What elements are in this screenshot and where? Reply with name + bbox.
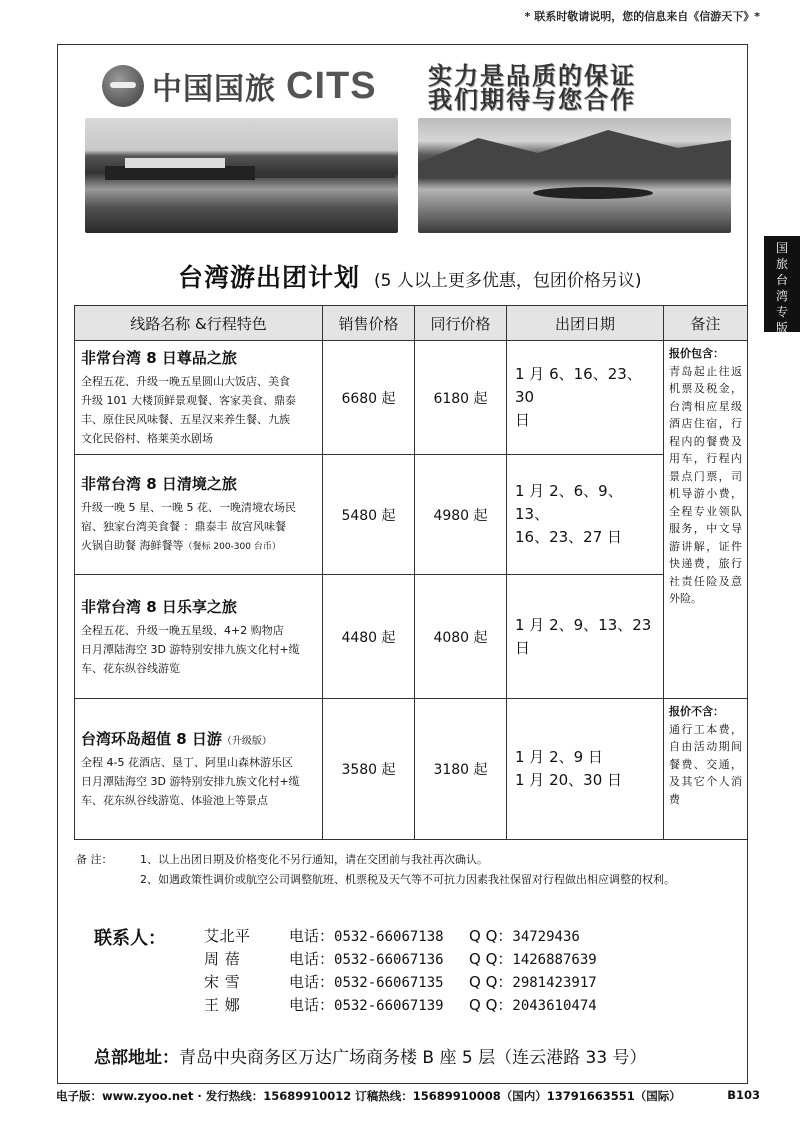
remark-included-title: 报价包含： [669,347,724,360]
departure-dates [507,575,664,699]
route-desc-line: 车、花东纵谷线游览、体验池上等景点 [81,794,268,807]
logo-name-en: CITS [286,64,377,107]
sale-price: 6680 起 [323,341,415,455]
route-desc-line: 宿、独家台湾美食餐 ：鼎泰丰 故宫风味餐 [81,519,286,533]
table-header-row [75,306,748,341]
side-tab-char: 版 [775,321,788,335]
qq-label: Q Q： [469,972,513,991]
route-desc-line [81,536,316,557]
route-name: 非常台湾 8 日尊品之旅 [81,349,237,367]
contact-qq [469,925,580,946]
remark-included [664,341,748,699]
qq-label: Q Q： [469,926,513,945]
date-line: 日 [515,638,531,657]
sale-price: 3580 起 [323,699,415,840]
route-desc-line: 日月潭陆海空 3D 游特别安排九族文化村+缆 [81,642,300,656]
date-line: 日 [515,411,531,429]
cits-logo [102,64,377,108]
route-desc-line: 全程五花、升级一晚五星级、4+2 购物店 [81,623,284,637]
remark-excluded-text: 通行工本费，自由活动期间餐费、交通，及其它个人消费 [669,722,742,806]
date-line: 16、23、27 日 [515,528,623,546]
phone-number: 0532-66067135 [334,974,444,991]
phone-label: 电话： [289,995,335,1014]
tour-plan-table [74,305,748,840]
side-tab-char: 国 [775,241,788,255]
side-tab-char: 台 [775,273,788,287]
plan-heading [178,258,642,294]
notes [76,850,675,890]
qq-label: Q Q： [469,995,513,1014]
contact-qq [469,971,597,992]
contact-name: 王 娜 [204,995,241,1014]
contact-phone [289,925,469,946]
departure-dates [507,699,664,840]
remark-excluded-title: 报价不含： [669,705,724,718]
contacts-label: 联系人： [94,928,166,949]
table-row [75,455,748,575]
contact-row [204,993,724,1015]
table-row [75,341,748,455]
contact-row [204,947,724,969]
hq-address [94,1043,647,1068]
qq-number: 2981423917 [512,974,597,991]
upgrade-tag: （升级版） [221,736,272,747]
phone-number: 0532-66067139 [334,997,444,1014]
slogan [428,64,636,112]
date-line: 1 月 6、16、23、30 [515,365,642,406]
mountain-silhouette [418,118,731,233]
departure-dates [507,455,664,575]
route-desc-line: 全程五花、升级一晚五星圆山大饭店、美食 [81,375,290,388]
side-tab-char: 专 [775,305,788,319]
footer [56,1088,760,1104]
table-row [75,575,748,699]
route-cell [75,699,323,840]
column-header-remarks: 备注 [664,306,748,341]
contact-name: 周 蓓 [204,949,241,968]
globe-icon [102,65,144,107]
contact-name: 宋 雪 [204,972,241,991]
side-tab [764,236,800,335]
route-desc-line: 日月潭陆海空 3D 游特别安排九族文化村+缆 [81,775,300,788]
note-item: 2、如遇政策性调价或航空公司调整航班、机票税及天气等不可抗力因素我社保留对行程做出相应调整的权利。 [140,873,675,886]
column-header-dates: 出团日期 [507,306,664,341]
contact-qq [469,948,597,969]
departure-dates [507,341,664,455]
route-name-line [81,728,316,749]
remark-included-text: 青岛起止往返机票及税金，台湾相应星级酒店住宿，行程内的餐费及用车，行程内景点门票，司机导游小费，全程专业领队服务，中文导游讲解，证件快递费，旅行社责任险及意外险。 [669,364,742,605]
qq-label: Q Q： [469,949,513,968]
phone-label: 电话： [289,972,335,991]
phone-number: 0532-66067138 [334,928,444,945]
route-name: 台湾环岛超值 8 日游 [81,730,222,748]
route-desc-line: 丰、原住民风味餐、五星汉来养生餐、九族 [81,413,290,426]
route-cell [75,341,323,455]
phone-label: 电话： [289,949,335,968]
table-row [75,699,748,840]
contact-row [204,970,724,992]
route-name: 非常台湾 8 日清境之旅 [81,474,237,493]
page-number: B103 [727,1088,760,1102]
peer-price: 3180 起 [415,699,507,840]
route-desc-line: 文化民俗村、格莱美水剧场 [81,432,213,445]
phone-label: 电话： [289,926,335,945]
harbor-photo [85,118,398,233]
contact-phone [289,971,469,992]
slogan-line: 实力是品质的保证 [428,62,636,90]
contact-phone [289,948,469,969]
address-value: 青岛中央商务区万达广场商务楼 B 座 5 层（连云港路 33 号） [179,1048,647,1068]
route-desc-line: 升级一晚 5 星、一晚 5 花、一晚清境农场民 [81,500,296,514]
date-line: 1 月 2、9、13、23 [515,615,652,634]
side-tab-char: 旅 [775,257,788,271]
notes-label: 备 注： [76,853,113,866]
column-header-route: 线路名称 &行程特色 [75,306,323,341]
page-subtitle: (5 人以上更多优惠，包团价格另议) [374,271,642,291]
logo-name-cn: 中国国旅 [152,72,276,107]
peer-price: 6180 起 [415,341,507,455]
phone-number: 0532-66067136 [334,951,444,968]
slogan-line: 我们期待与您合作 [428,86,636,114]
route-desc-line: 全程 4-5 花酒店、垦丁、阿里山森林游乐区 [81,756,293,769]
date-line: 1 月 20、30 日 [515,771,623,789]
address-label: 总部地址： [94,1048,179,1068]
boat-silhouette [85,118,398,233]
footer-info: 电子版：www.zyoo.net · 发行热线：15689910012 订稿热线：15689910008（国内）13791663551（国际） [56,1089,681,1103]
lake-photo [418,118,731,233]
qq-number: 34729436 [512,928,580,945]
route-desc-line: 升级 101 大楼顶鲜景观餐、客家美食、鼎泰 [81,394,296,407]
route-name: 非常台湾 8 日乐享之旅 [81,597,237,616]
contact-qq [469,994,597,1015]
route-desc [81,372,316,448]
route-desc [81,753,316,810]
peer-price: 4080 起 [415,575,507,699]
peer-price: 4980 起 [415,455,507,575]
date-line: 1 月 2、9 日 [515,748,603,766]
contact-name: 艾北平 [204,926,251,945]
meal-standard-note: （餐标 200-300 台币） [183,541,281,552]
note-item: 1、以上出团日期及价格变化不另行通知，请在交团前与我社再次确认。 [140,853,488,866]
qq-number: 1426887639 [512,951,597,968]
qq-number: 2043610474 [512,997,597,1014]
source-note: * 联系时敬请说明，您的信息来自《信游天下》* [524,10,760,23]
date-line: 1 月 2、6、9、13、 [515,482,623,523]
route-desc-line: 车、花东纵谷线游览 [81,661,180,675]
route-desc-text: 火锅自助餐 海鲜餐等 [81,538,184,552]
column-header-peer-price: 同行价格 [415,306,507,341]
route-desc [81,621,316,678]
note-line [76,850,675,870]
side-tab-char: 湾 [775,289,788,303]
route-desc [81,498,316,557]
contact-phone [289,994,469,1015]
sale-price: 5480 起 [323,455,415,575]
column-header-sale-price: 销售价格 [323,306,415,341]
page-title: 台湾游出团计划 [178,263,361,292]
remark-excluded [664,699,748,840]
sale-price: 4480 起 [323,575,415,699]
route-cell [75,575,323,699]
contact-row [204,924,724,946]
route-cell [75,455,323,575]
